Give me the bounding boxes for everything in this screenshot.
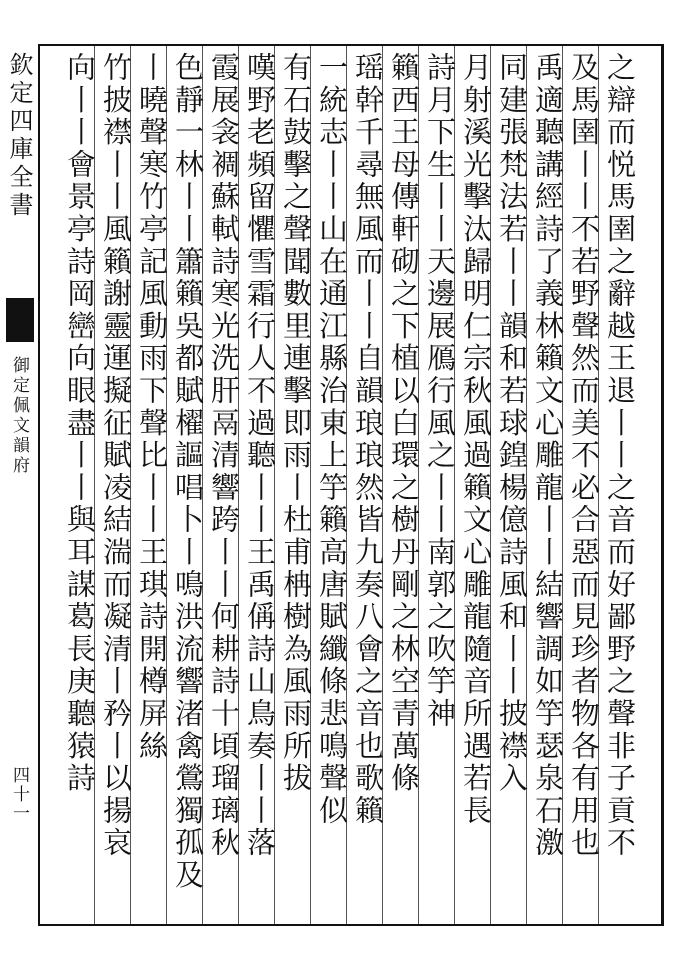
page-border-left — [38, 44, 40, 926]
page-border-right — [661, 44, 664, 926]
text-column-1: 之辯而悦馬圉之辭越王退丨丨之音而好鄙野之聲非子貢不 — [603, 52, 637, 860]
fish-tail-mark — [6, 298, 34, 342]
text-column-11: 嘆野老頻留懼雪霜行人不過聽丨丨王禹偁詩山鳥奏丨丨落 — [243, 52, 277, 860]
margin-strip — [0, 46, 38, 926]
text-column-6: 詩月下生丨丨天邊展鴈行風之丨丨南郭之吹竽神 — [423, 52, 457, 731]
text-column-3: 禹適聽講經詩了義林籟文心雕龍丨丨結響調如竽瑟泉石激 — [531, 52, 565, 860]
text-column-10: 有石鼓擊之聲聞數里連擊即雨丨杜甫柟樹為風雨所拔 — [279, 52, 313, 795]
text-column-2: 及馬圉丨丨不若野聲然而美不必合惡而見珍者物各有用也 — [567, 52, 601, 860]
text-column-7: 籟西王母傳軒砌之下植以白環之樹丹剛之林空青萬條 — [387, 52, 421, 795]
text-column-8: 瑶幹千尋無風而丨丨自韻琅琅然皆九奏八會之音也歌籟 — [351, 52, 385, 828]
text-column-5: 月射溪光擊汰歸明仁宗秋風過籟文心雕龍隨音所遇若長 — [459, 52, 493, 828]
text-column-13: 色靜一林丨丨簫籟吳都賦櫂謳唱卜丨鳴洪流響渚禽鶯獨孤及 — [171, 52, 205, 892]
section-title: 御定佩文韻府 — [9, 356, 29, 476]
page-border-bottom — [38, 924, 664, 926]
text-column-9: 一統志丨丨山在通江縣治東上竽籟高唐賦纖條悲鳴聲似 — [315, 52, 349, 828]
text-column-15: 竹披襟丨丨風籟謝靈運擬征賦凌結湍而凝清丨矜丨以揚哀 — [99, 52, 133, 860]
text-column-4: 同建張梵法若丨丨韻和若球鍠楊億詩風和丨丨披襟入 — [495, 52, 529, 795]
page-border-top — [38, 44, 664, 46]
page-number: 四十一 — [9, 766, 29, 823]
text-column-14: 丨曉聲寒竹亭記風動雨下聲比丨丨王琪詩開樽屏絲 — [135, 52, 169, 763]
book-title: 欽定四庫全書 — [5, 52, 33, 220]
text-column-16: 向丨丨會景亭詩岡巒向眼盡丨丨與耳謀葛長庚聽猿詩 — [63, 52, 97, 795]
text-column-12: 霞展衾裯蘇軾詩寒光洗肝鬲清響跨丨丨何耕詩十頃瑠璃秋 — [207, 52, 241, 860]
